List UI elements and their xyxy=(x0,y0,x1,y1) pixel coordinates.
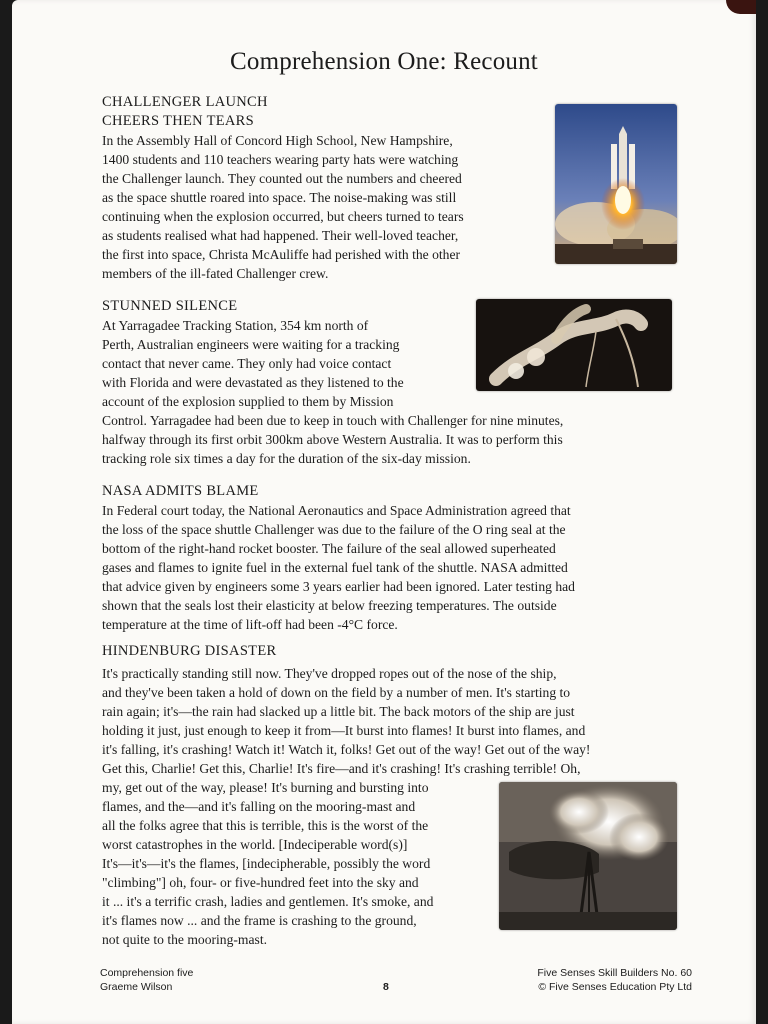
footer-right xyxy=(537,966,692,994)
text-line: not quite to the mooring-mast. xyxy=(102,932,267,947)
text-line: and they've been taken a hold of down on the field by a number of men. It's starting to xyxy=(102,685,571,700)
text-line: continuing when the explosion occurred, but cheers turned to tears xyxy=(102,209,464,224)
document-page xyxy=(12,0,756,1024)
text-line: It's—it's—it's the flames, [indecipherable, possibly the word xyxy=(102,856,431,871)
explosion-smoke-photo xyxy=(476,299,672,391)
text-line: rain again; it's—the rain had slacked up a little bit. The back motors of the ship are just xyxy=(102,704,575,719)
section-heading: CHALLENGER LAUNCH xyxy=(102,94,268,110)
shuttle-launch-photo xyxy=(555,104,677,264)
footer-left xyxy=(100,966,193,994)
footer-book-title: Comprehension five xyxy=(100,967,194,979)
text-line: members of the ill-fated Challenger crew. xyxy=(102,266,329,281)
text-line: At Yarragadee Tracking Station, 354 km north of xyxy=(102,318,369,333)
text-line: temperature at the time of lift-off had been -4°C force. xyxy=(102,617,398,632)
section-subheading: CHEERS THEN TEARS xyxy=(102,113,254,129)
text-line: as the space shuttle roared into space. The noise-making was still xyxy=(102,190,457,205)
text-line: "climbing"] oh, four- or five-hundred feet into the sky and xyxy=(102,875,419,890)
text-line: Control. Yarragadee had been due to keep in touch with Challenger for nine minutes, xyxy=(102,413,564,428)
text-line: my, get out of the way, please! It's burning and bursting into xyxy=(102,780,429,795)
text-line: gases and flames to ignite fuel in the external fuel tank of the shuttle. NASA admitted xyxy=(102,560,568,575)
section-heading: HINDENBURG DISASTER xyxy=(102,643,277,659)
page-corner-decoration xyxy=(726,0,756,14)
text-line: the Challenger launch. They counted out the numbers and cheered xyxy=(102,171,462,186)
text-line: account of the explosion supplied to them by Mission xyxy=(102,394,394,409)
text-line: it's falling, it's crashing! Watch it! Watch it, folks! Get out of the way! Get out of the way! xyxy=(102,742,591,757)
text-line: Perth, Australian engineers were waiting for a tracking xyxy=(102,337,400,352)
section-nasa-admits-blame xyxy=(102,482,702,634)
text-line: tracking role six times a day for the duration of the six-day mission. xyxy=(102,451,471,466)
footer-author: Graeme Wilson xyxy=(100,981,173,993)
text-line: as students realised what had happened. Their well-loved teacher, xyxy=(102,228,459,243)
text-line: contact that never came. They only had voice contact xyxy=(102,356,392,371)
text-line: with Florida and were devastated as they listened to the xyxy=(102,375,404,390)
text-line: all the folks agree that this is terrible, this is the worst of the xyxy=(102,818,429,833)
text-line: it's flames now ... and the frame is crashing to the ground, xyxy=(102,913,417,928)
section-heading: STUNNED SILENCE xyxy=(102,298,238,314)
footer-copyright: © Five Senses Education Pty Ltd xyxy=(538,981,692,993)
text-line: halfway through its first orbit 300km above Western Australia. It was to perform this xyxy=(102,432,563,447)
page-number: 8 xyxy=(383,981,389,993)
hindenburg-explosion-photo xyxy=(499,782,677,930)
section-heading: NASA ADMITS BLAME xyxy=(102,483,259,499)
text-line: the first into space, Christa McAuliffe had perished with the other xyxy=(102,247,461,262)
text-line: It's practically standing still now. They've dropped ropes out of the nose of the ship, xyxy=(102,666,557,681)
page-title: Comprehension One: Recount xyxy=(230,48,538,75)
text-line: In the Assembly Hall of Concord High School, New Hampshire, xyxy=(102,133,453,148)
text-line: that advice given by engineers some 3 years earlier had been ignored. Later testing had xyxy=(102,579,575,594)
footer-series: Five Senses Skill Builders No. 60 xyxy=(537,967,692,979)
section-challenger-launch xyxy=(102,93,562,283)
text-line: holding it just, just enough to keep it from—It burst into flames! It burst into flames, and xyxy=(102,723,586,738)
text-line: Get this, Charlie! Get this, Charlie! It's fire—and it's crashing! It's crashing terrible! Oh, xyxy=(102,761,581,776)
text-line: In Federal court today, the National Aeronautics and Space Administration agreed that xyxy=(102,503,571,518)
text-line: flames, and the—and it's falling on the mooring-mast and xyxy=(102,799,416,814)
text-line: worst catastrophes in the world. [Indeciperable word(s)] xyxy=(102,837,408,852)
text-line: 1400 students and 110 teachers wearing party hats were watching xyxy=(102,152,459,167)
text-line: the loss of the space shuttle Challenger was due to the failure of the O ring seal at the xyxy=(102,522,566,537)
text-line: shown that the seals lost their elasticity at below freezing temperatures. The outside xyxy=(102,598,557,613)
text-line: it ... it's a terrific crash, ladies and gentlemen. It's smoke, and xyxy=(102,894,434,909)
text-line: bottom of the right-hand rocket booster. The failure of the seal allowed superheated xyxy=(102,541,556,556)
